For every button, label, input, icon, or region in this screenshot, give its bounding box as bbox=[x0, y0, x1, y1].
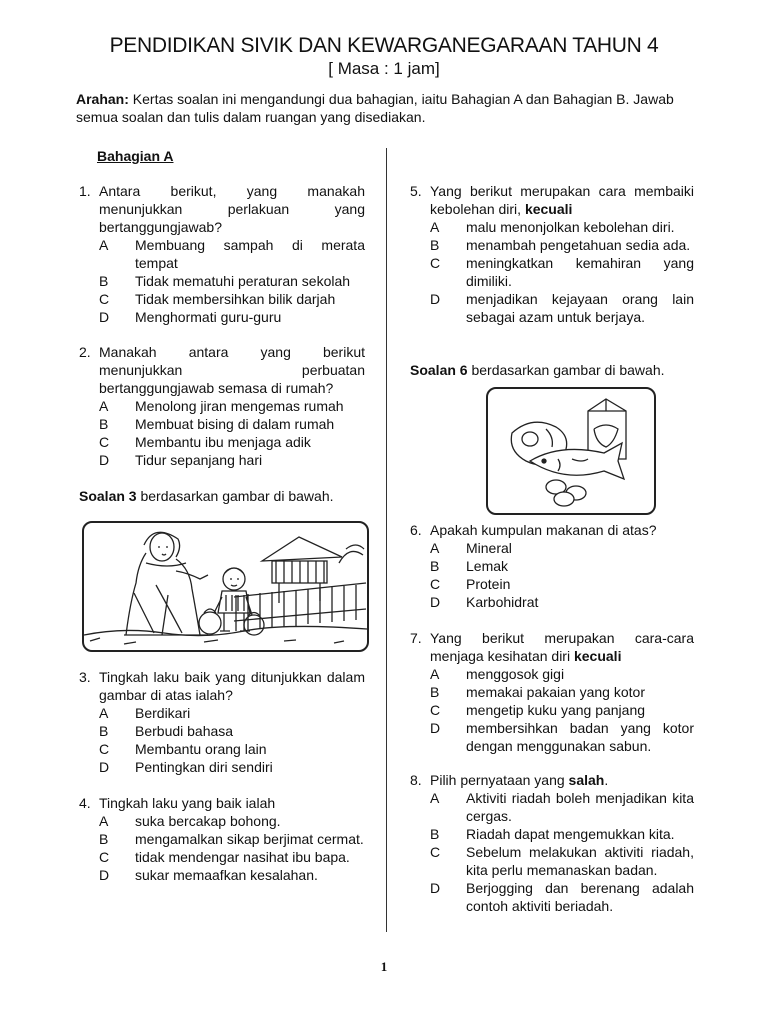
grandmother-helping-illustration bbox=[84, 523, 367, 650]
question-number: 2. bbox=[79, 344, 91, 360]
option-c[interactable]: C Protein bbox=[430, 576, 511, 592]
question-text: Antara berikut, yang manakah menunjukkan perlakuan yang bertanggungjawab? bbox=[99, 183, 365, 235]
question-7 bbox=[410, 629, 694, 755]
option-b[interactable]: B menambah pengetahuan sedia ada. bbox=[430, 237, 691, 253]
option-b[interactable]: B Berbudi bahasa bbox=[99, 723, 234, 739]
question-number: 8. bbox=[410, 772, 422, 788]
option-d[interactable]: D menjadikan kejayaan orang lain sebagai azam untuk berjaya. bbox=[430, 291, 694, 325]
question-text: Manakah antara yang berikut menunjukkan perbuatan bertanggungjawab semasa di rumah? bbox=[99, 344, 365, 396]
exam-duration: [ Masa : 1 jam] bbox=[328, 59, 440, 78]
option-d[interactable]: D Pentingkan diri sendiri bbox=[99, 759, 273, 775]
option-d[interactable]: D membersihkan badan yang kotor dengan menggunakan sabun. bbox=[430, 720, 694, 754]
question-number: 1. bbox=[79, 183, 91, 199]
option-c[interactable]: C mengetip kuku yang panjang bbox=[430, 702, 646, 718]
page-title: PENDIDIKAN SIVIK DAN KEWARGANEGARAAN TAHUN 4 bbox=[109, 34, 659, 57]
option-b[interactable]: B memakai pakaian yang kotor bbox=[430, 684, 645, 700]
question-4 bbox=[79, 794, 365, 884]
question-text: Pilih pernyataan yang salah. bbox=[430, 772, 609, 788]
picture-grandmother-boy bbox=[82, 521, 369, 652]
option-a[interactable]: A malu menonjolkan kebolehan diri. bbox=[430, 219, 675, 235]
column-divider bbox=[386, 148, 387, 932]
section-heading: Bahagian A bbox=[97, 148, 174, 164]
option-d[interactable]: D Karbohidrat bbox=[430, 594, 539, 610]
question-text: Yang berikut merupakan cara membaiki kebolehan diri, kecuali bbox=[430, 183, 694, 217]
option-b[interactable]: B Tidak mematuhi peraturan sekolah bbox=[99, 273, 351, 289]
option-c[interactable]: C meningkatkan kemahiran yang dimiliki. bbox=[430, 255, 694, 289]
option-c[interactable]: C Membantu ibu menjaga adik bbox=[99, 434, 311, 450]
option-b[interactable]: B Riadah dapat mengemukkan kita. bbox=[430, 826, 675, 842]
option-a[interactable]: A suka bercakap bohong. bbox=[99, 813, 281, 829]
food-illustration bbox=[488, 389, 654, 513]
option-d[interactable]: D Berjogging dan berenang adalah contoh aktiviti beriadah. bbox=[430, 880, 694, 914]
question-text: Tingkah laku yang baik ialah bbox=[99, 795, 276, 811]
question-5 bbox=[410, 182, 694, 326]
option-c[interactable]: C tidak mendengar nasihat ibu bapa. bbox=[99, 849, 350, 865]
option-d[interactable]: D Tidur sepanjang hari bbox=[99, 452, 263, 468]
option-c[interactable]: C Tidak membersihkan bilik darjah bbox=[99, 291, 336, 307]
option-b[interactable]: B Lemak bbox=[430, 558, 509, 574]
question-number: 7. bbox=[410, 630, 422, 646]
option-a[interactable]: A menggosok gigi bbox=[430, 666, 565, 682]
option-a[interactable]: A Mineral bbox=[430, 540, 512, 556]
question-6 bbox=[410, 521, 694, 611]
question-2 bbox=[79, 343, 365, 469]
option-c[interactable]: C Sebelum melakukan aktiviti riadah, kita perlu memanaskan badan. bbox=[430, 844, 694, 878]
instructions-text: Kertas soalan ini mengandungi dua bahagian, iaitu Bahagian A dan Bahagian B. Jawab semua soalan dan tulis dalam ruangan yang disediakan. bbox=[76, 91, 674, 125]
option-b[interactable]: B Membuat bising di dalam rumah bbox=[99, 416, 335, 432]
instructions bbox=[76, 90, 696, 126]
question-1 bbox=[79, 182, 365, 326]
question-number: 5. bbox=[410, 183, 422, 199]
question-3-lead: Soalan 3 berdasarkan gambar di bawah. bbox=[79, 488, 334, 504]
question-text: Yang berikut merupakan cara-cara menjaga kesihatan diri kecuali bbox=[430, 630, 694, 664]
page-number: 1 bbox=[380, 959, 388, 974]
option-a[interactable]: A Aktiviti riadah boleh menjadikan kita cergas. bbox=[430, 790, 694, 824]
question-6-lead: Soalan 6 berdasarkan gambar di bawah. bbox=[410, 362, 665, 378]
question-8 bbox=[410, 771, 694, 915]
option-d[interactable]: D Menghormati guru-guru bbox=[99, 309, 282, 325]
question-number: 3. bbox=[79, 669, 91, 685]
instructions-label: Arahan: bbox=[76, 91, 129, 107]
question-3 bbox=[79, 668, 365, 776]
question-number: 6. bbox=[410, 522, 422, 538]
option-d[interactable]: D sukar memaafkan kesalahan. bbox=[99, 867, 318, 883]
question-text: Tingkah laku baik yang ditunjukkan dalam gambar di atas ialah? bbox=[99, 669, 365, 703]
option-a[interactable]: A Berdikari bbox=[99, 705, 191, 721]
question-text: Apakah kumpulan makanan di atas? bbox=[430, 522, 657, 538]
option-a[interactable]: A Membuang sampah di merata tempat bbox=[99, 237, 365, 271]
option-b[interactable]: B mengamalkan sikap berjimat cermat. bbox=[99, 831, 364, 847]
picture-food-group bbox=[486, 387, 656, 515]
question-number: 4. bbox=[79, 795, 91, 811]
option-a[interactable]: A Menolong jiran mengemas rumah bbox=[99, 398, 344, 414]
option-c[interactable]: C Membantu orang lain bbox=[99, 741, 267, 757]
